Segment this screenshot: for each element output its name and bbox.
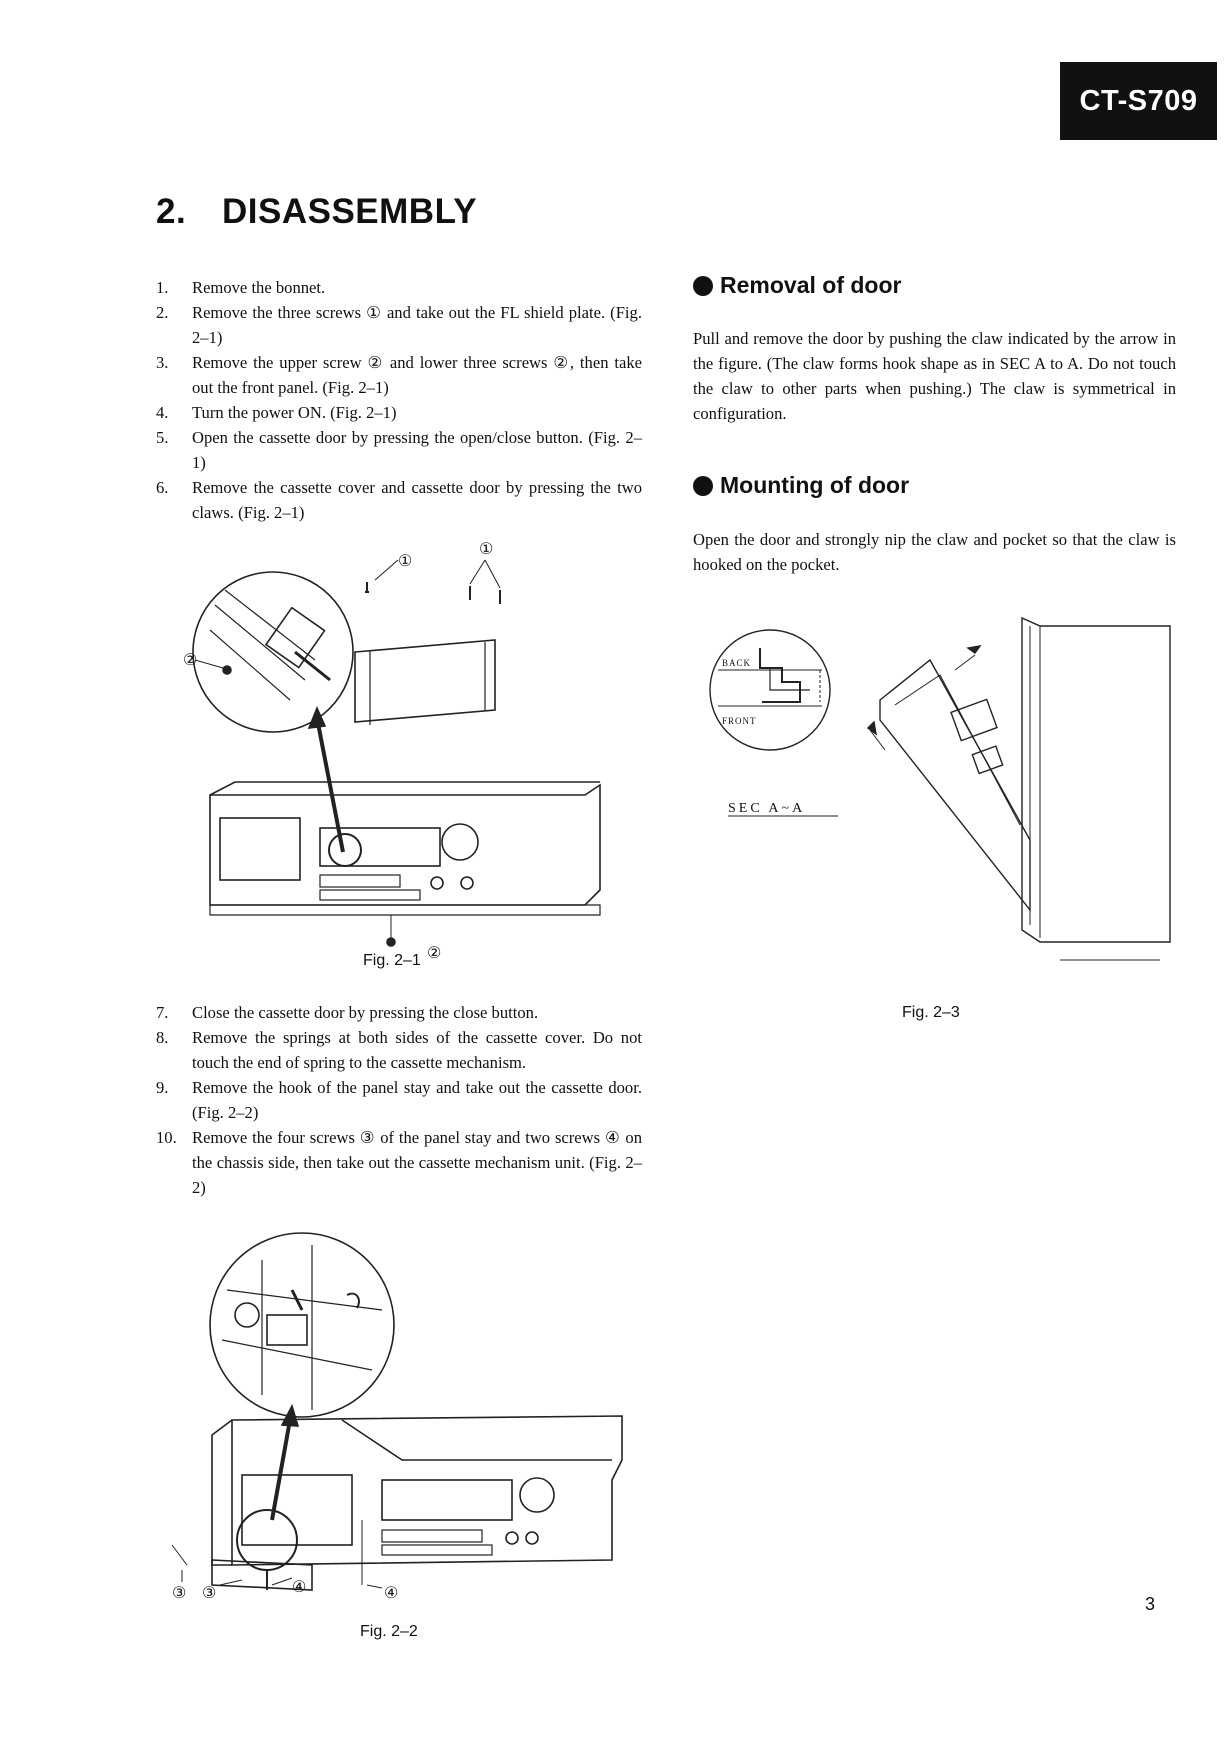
step-text: Turn the power ON. (Fig. 2–1) [192, 403, 397, 422]
removal-text: Pull and remove the door by pushing the claw indicated by the arrow in the figure. (The claw forms hook shape as in SEC A to A. Do not touch the claw to other parts when pushing.) The claw is symmetrical in configuration. [693, 329, 1176, 423]
removal-heading-text: Removal of door [720, 272, 902, 298]
step-number: 7. [156, 1003, 169, 1022]
list-item [156, 1025, 642, 1075]
callout-screw-4-left: ④ [292, 1579, 307, 1596]
figure-2-3-caption: Fig. 2–3 [902, 1004, 960, 1021]
list-item [156, 1075, 642, 1125]
list-item [156, 350, 642, 400]
step-text: Remove the hook of the panel stay and take out the cassette door. (Fig. 2–2) [192, 1078, 642, 1122]
callout-screw-1-left: ① [398, 553, 413, 570]
disassembly-steps-1-6 [156, 275, 642, 525]
callout-screw-3-right: ③ [202, 1585, 217, 1602]
list-item [156, 1125, 642, 1200]
label-front: FRONT [722, 716, 757, 726]
label-back: BACK [722, 658, 752, 668]
list-item [156, 475, 642, 525]
step-number: 2. [156, 303, 169, 322]
step-number: 5. [156, 428, 169, 447]
list-item [156, 1000, 642, 1025]
figure-2-3-illustration [700, 610, 1180, 970]
list-item [156, 400, 642, 425]
step-number: 4. [156, 403, 169, 422]
removal-heading [693, 272, 901, 299]
section-title [156, 192, 477, 232]
step-text: Close the cassette door by pressing the close button. [192, 1003, 539, 1022]
disassembly-steps-7-10 [156, 1000, 642, 1200]
section-title-text: DISASSEMBLY [222, 192, 478, 231]
step-number: 8. [156, 1028, 169, 1047]
page-number: 3 [1145, 1594, 1156, 1614]
step-text: Remove the springs at both sides of the cassette cover. Do not touch the end of spring to the cassette mechanism. [192, 1028, 642, 1072]
section-number: 2. [156, 192, 187, 231]
list-item [156, 300, 642, 350]
label-section: SEC A~A [728, 801, 806, 816]
figure-2-2-illustration [172, 1220, 632, 1615]
step-number: 9. [156, 1078, 169, 1097]
step-number: 10. [156, 1128, 177, 1147]
step-text: Remove the three screws ① and take out the FL shield plate. (Fig. 2–1) [192, 303, 642, 347]
callout-screw-2-upper: ② [183, 652, 198, 669]
step-number: 3. [156, 353, 169, 372]
step-number: 1. [156, 278, 169, 297]
step-number: 6. [156, 478, 169, 497]
model-tag: CT-S709 [1060, 62, 1217, 140]
step-text: Remove the four screws ③ of the panel stay and two screws ④ on the chassis side, then take out the cassette mechanism unit. (Fig. 2–2) [192, 1128, 642, 1197]
list-item [156, 425, 642, 475]
step-text: Open the cassette door by pressing the open/close button. (Fig. 2–1) [192, 428, 642, 472]
bullet-icon [693, 476, 713, 496]
callout-screw-2-lower: ② [427, 945, 442, 962]
figure-2-1-caption: Fig. 2–1 [363, 952, 421, 969]
figure-2-2-caption: Fig. 2–2 [360, 1623, 418, 1640]
callout-screw-1-right: ① [479, 541, 494, 558]
step-text: Remove the bonnet. [192, 278, 326, 297]
mounting-heading [693, 472, 909, 499]
callout-screw-4-right: ④ [384, 1585, 399, 1602]
callout-screw-3-left: ③ [172, 1585, 187, 1602]
mounting-heading-text: Mounting of door [720, 472, 910, 498]
mounting-text: Open the door and strongly nip the claw and pocket so that the claw is hooked on the pocket. [693, 530, 1176, 574]
step-text: Remove the cassette cover and cassette door by pressing the two claws. (Fig. 2–1) [192, 478, 642, 522]
step-text: Remove the upper screw ② and lower three screws ②, then take out the front panel. (Fig. 2–1) [192, 353, 642, 397]
list-item [156, 275, 642, 300]
bullet-icon [693, 276, 713, 296]
